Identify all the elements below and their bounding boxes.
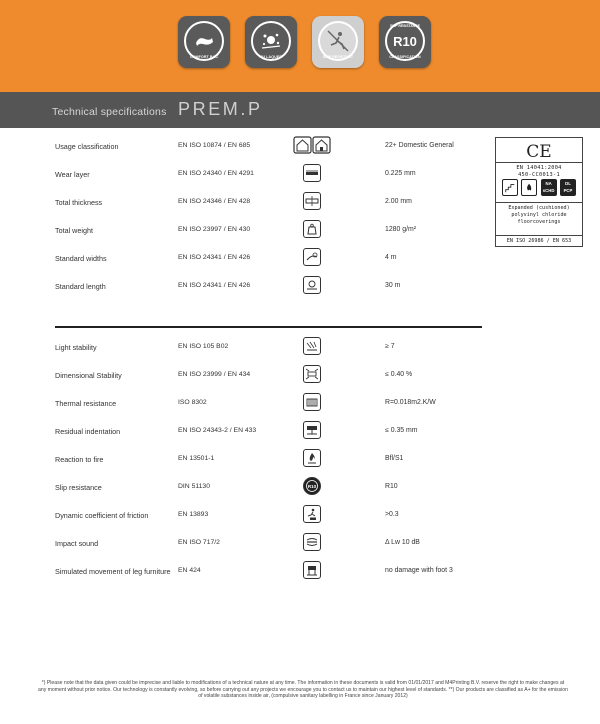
chair-icon: [303, 561, 321, 579]
spec-value: 2.00 mm: [385, 198, 412, 205]
spec-row: [0, 164, 490, 186]
title-band: [0, 92, 600, 128]
spec-name: Usage classification: [55, 142, 119, 151]
badge-label: COMFORT BAC: [189, 55, 219, 59]
ce-certificate-line: 450-CC0013-1: [518, 172, 560, 178]
spec-norm: EN 13501-1: [178, 455, 215, 462]
feature-badges: [178, 16, 431, 68]
spec-value: 4 m: [385, 254, 397, 261]
footnote: *) Please note that the data given could be imprecise and liable to modifications of a technical nature at any time. The information in these documents is valid from 01/01/2017 and M4Printing B.V. reserve the right to make changes at any moment without prior notice. Our technology is constantly evolving, so before carrying out any projects we encourage you to contact us to maintain our highest level of standards. **) Our products are classified as A+ for the emission of volatile substances inside air, (compulsive sanitary labelling in France since January 2012): [38, 680, 568, 699]
indentation-icon: [303, 421, 321, 439]
spec-name: Impact sound: [55, 539, 99, 548]
desc-line: Expanded (cushioned): [508, 205, 570, 211]
spec-value: no damage with foot 3: [385, 567, 453, 574]
spec-name: Reaction to fire: [55, 455, 104, 464]
r10-classification-badge: [379, 16, 431, 68]
spec-name: Wear layer: [55, 170, 90, 179]
spec-value: Δ Lw 10 dB: [385, 539, 420, 546]
spec-norm: EN 13893: [178, 511, 209, 518]
spec-value: ≥ 7: [385, 343, 395, 350]
stair-icon: [502, 179, 518, 196]
spec-value: 1280 g/m²: [385, 226, 417, 233]
badge-label: SLIP RESISTANT: [322, 55, 354, 59]
heating-icon: [303, 393, 321, 411]
section-title: Technical specifications: [52, 106, 167, 118]
ce-certification-box: [495, 137, 583, 247]
spec-value: >0.3: [385, 511, 399, 518]
section-divider: [55, 326, 482, 328]
mini-top-label: DL: [565, 181, 571, 186]
spec-value: Bfl/S1: [385, 455, 404, 462]
spec-value: 22+ Domestic General: [385, 142, 454, 149]
spec-row: [0, 561, 490, 583]
spec-name: Dynamic coefficient of friction: [55, 511, 149, 520]
friction-icon: [303, 505, 321, 523]
spec-row: [0, 533, 490, 555]
badge-label: CLASSIFICATION: [389, 55, 421, 59]
ce-test-standard: EN ISO 26986 / EN 653: [506, 238, 572, 244]
spec-row: [0, 505, 490, 527]
wear-layer-icon: [303, 164, 321, 182]
mini-bottom-label: sCHD: [542, 188, 555, 193]
spec-row: [0, 365, 490, 387]
house-icon: [293, 136, 331, 154]
thickness-icon: [303, 192, 321, 210]
desc-line: polyvinyl chloride: [511, 212, 567, 218]
ce-standard-line: EN 14041:2004: [516, 165, 562, 171]
spec-norm: EN ISO 10874 / EN 685: [178, 142, 251, 149]
sun-icon: [303, 337, 321, 355]
spec-norm: EN ISO 717/2: [178, 539, 220, 546]
spec-name: Total thickness: [55, 198, 103, 207]
spec-value: ≤ 0.40 %: [385, 371, 413, 378]
spec-norm: EN ISO 23997 / EN 430: [178, 226, 251, 233]
divider: [496, 235, 582, 236]
r10-circle-icon: [303, 477, 321, 495]
fire-class-icon: [521, 179, 537, 196]
dl-pcp-icon: [560, 179, 576, 196]
svg-text:R10: R10: [307, 484, 317, 489]
spec-name: Standard length: [55, 282, 106, 291]
spec-row: [0, 248, 490, 270]
fire-icon: [303, 449, 321, 467]
comfort-bac-badge: [178, 16, 230, 68]
spec-norm: EN ISO 24346 / EN 428: [178, 198, 251, 205]
dimension-icon: [303, 365, 321, 383]
spec-value: R10: [385, 483, 398, 490]
product-name: PREM.P: [178, 99, 263, 119]
spec-value: R=0.018m2.K/W: [385, 399, 436, 406]
spec-value: ≤ 0.35 mm: [385, 427, 418, 434]
spec-row: [0, 136, 490, 158]
spec-name: Standard widths: [55, 254, 107, 263]
spec-row: [0, 276, 490, 298]
slip-resistant-badge: [312, 16, 364, 68]
spec-norm: EN ISO 105 B02: [178, 343, 229, 350]
badge-label: PU LAQUER: [259, 55, 283, 59]
spec-name: Dimensional Stability: [55, 371, 122, 380]
divider: [496, 162, 582, 163]
sound-icon: [303, 533, 321, 551]
spec-row: [0, 192, 490, 214]
spec-norm: EN ISO 23999 / EN 434: [178, 371, 251, 378]
spec-value: 0.225 mm: [385, 170, 416, 177]
desc-line: floorcoverings: [517, 219, 561, 225]
weight-icon: [303, 220, 321, 238]
spec-name: Total weight: [55, 226, 93, 235]
divider: [496, 202, 582, 203]
spec-name: Light stability: [55, 343, 97, 352]
width-icon: [303, 248, 321, 266]
spec-norm: EN ISO 24340 / EN 4291: [178, 170, 254, 177]
spec-row: [0, 421, 490, 443]
spec-norm: EN 424: [178, 567, 201, 574]
r10-text: R10: [393, 33, 417, 49]
spec-norm: ISO 8302: [178, 399, 207, 406]
spec-name: Simulated movement of leg furniture: [55, 567, 171, 576]
spec-name: Thermal resistance: [55, 399, 117, 408]
ce-mark: CE: [526, 142, 552, 162]
ce-icons-row: [502, 179, 576, 196]
badge-top-label: SLIP RESISTANCE: [389, 24, 421, 28]
spec-value: 30 m: [385, 282, 401, 289]
spec-row: [0, 393, 490, 415]
spec-norm: EN ISO 24341 / EN 426: [178, 254, 251, 261]
mini-bottom-label: PCP: [563, 188, 573, 193]
spec-row: [0, 220, 490, 242]
mini-top-label: NA: [545, 181, 552, 186]
spec-name: Slip resistance: [55, 483, 102, 492]
spec-name: Residual indentation: [55, 427, 121, 436]
spec-row: [0, 449, 490, 471]
ce-description: [496, 205, 582, 226]
spec-row: [0, 337, 490, 359]
length-icon: [303, 276, 321, 294]
spec-row: [0, 477, 490, 499]
spec-norm: EN ISO 24341 / EN 426: [178, 282, 251, 289]
pu-laquer-badge: [245, 16, 297, 68]
orange-header-band: [0, 0, 600, 92]
spec-norm: EN ISO 24343-2 / EN 433: [178, 427, 257, 434]
spec-norm: DIN 51130: [178, 483, 210, 490]
na-schd-icon: [541, 179, 557, 196]
